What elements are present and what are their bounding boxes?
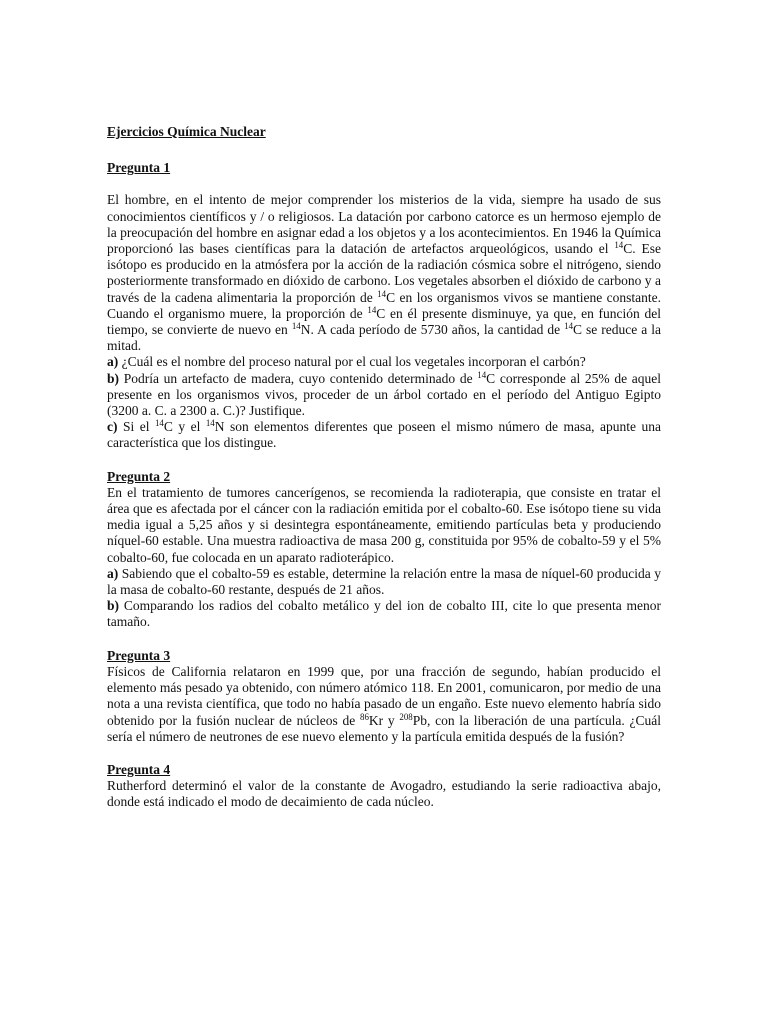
document-body xyxy=(107,124,661,811)
question-4-heading: Pregunta 4 xyxy=(107,761,171,777)
question-2-intro: En el tratamiento de tumores cancerígenos, se recomienda la radioterapia, que consiste en tratar el área que es afectada por el cáncer con la radiación emitida por el cobalto-60. Ese isótopo tiene su vida media igual a 5,25 años y si desintegra espontáneamente, emitiendo partículas beta y produciendo níquel-60 estable. Una muestra radioactiva de masa 200 g, constituida por 95% de cobalto-59 y el 5% cobalto-60, fue colocada en un aparato radioterápico. xyxy=(107,484,661,565)
question-1-intro: El hombre, en el intento de mejor comprender los misterios de la vida, siempre ha usado de sus conocimientos científicos y / o religiosos. La datación por carbono catorce es un hermoso ejemplo de la preocupación del hombre en asignar edad a los objetos y a los acontecimientos. En 1946 la Química proporcionó las bases científicas para la datación de artefactos arqueológicos, usando el $^{14}$C. Ese isótopo es producido en la atmósfera por la acción de la radiación cósmica sobre el nitrógeno, siendo posteriormente transformado en dióxido de carbono. Los vegetales absorben el dióxido de carbono y a través de la cadena alimentaria la proporción de $^{14}$C en los organismos vivos se mantiene constante. Cuando el organismo muere, la proporción de $^{14}$C en él presente disminuye, ya que, en función del tiempo, se convierte de nuevo en $^{14}$N. A cada período de 5730 años, la cantidad de $^{14}$C se reduce a la mitad. xyxy=(107,192,662,354)
document-title: Ejercicios Química Nuclear xyxy=(107,124,266,139)
question-2-heading: Pregunta 2 xyxy=(107,468,171,484)
question-1-part-a: a) ¿Cuál es el nombre del proceso natural por el cual los vegetales incorporan el carbón? xyxy=(107,354,586,370)
question-2-part-b: b) Comparando los radios del cobalto metálico y del ion de cobalto III, cite lo que presenta menor tamaño. xyxy=(107,598,661,630)
question-1-part-b: b) Podría un artefacto de madera, cuyo contenido determinado de $^{14}$C corresponde al 25% de aquel presente en los organismos vivos, proceder de un árbol cortado en el período del Antiguo Egipto (3200 a. C. a 2300 a. C.)? Justifique. xyxy=(107,369,661,419)
question-4-text: Rutherford determinó el valor de la constante de Avogadro, estudiando la serie radioactiva abajo, donde está indicado el modo de decaimiento de cada núcleo. xyxy=(107,778,661,810)
question-3-text: Físicos de California relataron en 1999 que, por una fracción de segundo, habían producido el elemento más pesado ya obtenido, con número atómico 118. En 2001, comunicaron, por medio de una nota a una revista científica, que todo no había pasado de un engaño. Este nuevo elemento habría sido obtenido por la fusión nuclear de núcleos de $^{86}$Kr y $^{208}$Pb, con la liberación de una partícula. ¿Cuál sería el número de neutrones de ese nuevo elemento y la partícula emitida después de la fusión? xyxy=(107,663,661,744)
question-1-heading: Pregunta 1 xyxy=(107,160,171,176)
question-3-heading: Pregunta 3 xyxy=(107,647,171,663)
question-1-part-c: c) Si el $^{14}$C y el $^{14}$N son elementos diferentes que poseen el mismo número de masa, apunte una característica que los distingue. xyxy=(107,418,661,451)
question-2-part-a: a) Sabiendo que el cobalto-59 es estable, determine la relación entre la masa de níquel-60 producida y la masa de cobalto-60 restante, después de 21 años. xyxy=(107,565,661,598)
